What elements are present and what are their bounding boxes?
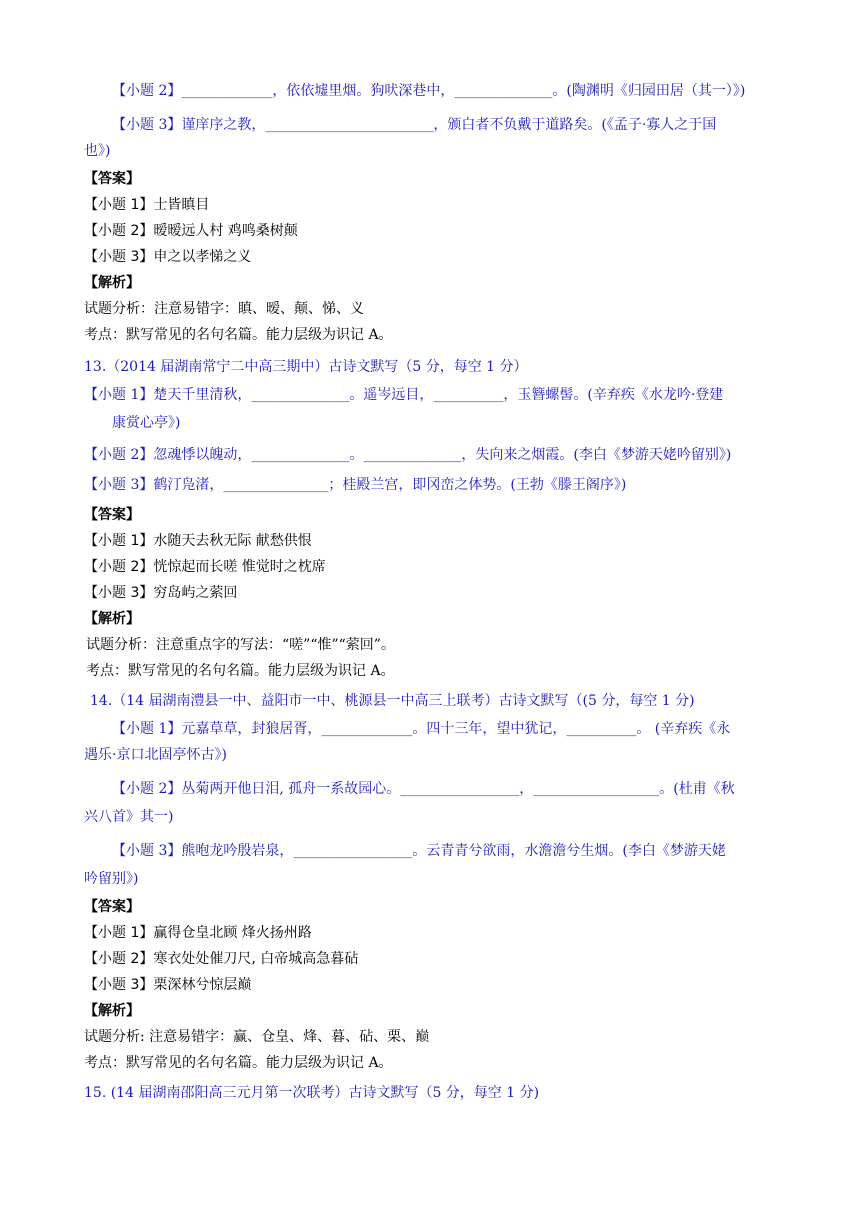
answer-heading: 【答案】 <box>84 171 140 187</box>
analysis-heading: 【解析】 <box>84 275 140 291</box>
q14-sub1: 【小题 1】元嘉草草，封狼居胥，_____________。四十三年，望中犹记，__________。 (辛弃疾《永 <box>112 721 731 737</box>
analysis-heading: 【解析】 <box>84 611 140 627</box>
q14-sub2-cont: 兴八首》其一) <box>84 809 174 825</box>
analysis-text: 试题分析：注意易错字：瞋、暧、颠、悌、义 <box>84 301 364 317</box>
q13-sub3: 【小题 3】鹤汀凫渚，_______________；桂殿兰宫，即冈峦之体势。(王勃《滕王阁序》) <box>84 477 627 493</box>
answer-line: 【小题 2】寒衣处处催刀尺, 白帝城高急暮砧 <box>84 951 359 967</box>
q14-sub2: 【小题 2】丛菊两开他日泪, 孤舟一系故园心。_________________，__________________。(杜甫《秋 <box>112 781 735 797</box>
analysis-heading: 【解析】 <box>84 1003 140 1019</box>
question-15-title: 15. (14 届湖南邵阳高三元月第一次联考）古诗文默写（5 分，每空 1 分) <box>84 1085 540 1101</box>
q13-sub2: 【小题 2】忽魂悸以魄动，______________。______________，失向来之烟霞。(李白《梦游天姥吟留别》) <box>84 447 732 463</box>
answer-line: 【小题 2】暧暧远人村 鸡鸣桑树颠 <box>84 223 298 239</box>
answer-heading: 【答案】 <box>84 899 140 915</box>
answer-line: 【小题 2】恍惊起而长嗟 惟觉时之枕席 <box>84 559 326 575</box>
analysis-text: 试题分析：注意重点字的写法：“嗟”“惟”“萦回”。 <box>86 637 395 653</box>
q14-sub3-cont: 吟留别》) <box>84 871 139 887</box>
kaodian-text: 考点：默写常见的名句名篇。能力层级为识记 A。 <box>86 663 395 679</box>
answer-line: 【小题 1】赢得仓皇北顾 烽火扬州路 <box>84 925 312 941</box>
kaodian-text: 考点：默写常见的名句名篇。能力层级为识记 A。 <box>84 1055 393 1071</box>
answer-line: 【小题 3】穷岛屿之萦回 <box>84 585 238 601</box>
answer-line: 【小题 3】栗深林兮惊层巅 <box>84 977 252 993</box>
analysis-text: 试题分析: 注意易错字：赢、仓皇、烽、暮、砧、栗、巅 <box>84 1029 430 1045</box>
answer-line: 【小题 1】士皆瞋目 <box>84 197 210 213</box>
q12-sub3-cont: 也》) <box>84 143 111 159</box>
question-13-title: 13.（2014 届湖南常宁二中高三期中）古诗文默写（5 分，每空 1 分） <box>84 359 528 375</box>
answer-heading: 【答案】 <box>84 507 140 523</box>
answer-line: 【小题 1】水随天去秋无际 献愁供恨 <box>84 533 312 549</box>
q12-sub2: 【小题 2】_____________，依依墟里烟。狗吠深巷中，______________。(陶渊明《归园田居（其一）》) <box>112 83 746 99</box>
kaodian-text: 考点：默写常见的名句名篇。能力层级为识记 A。 <box>84 327 393 343</box>
answer-line: 【小题 3】申之以孝悌之义 <box>84 249 252 265</box>
question-14-title: 14.（14 届湖南澧县一中、益阳市一中、桃源县一中高三上联考）古诗文默写（(5 分，每空 1 分) <box>90 693 695 709</box>
q14-sub3: 【小题 3】熊咆龙吟殷岩泉，_________________。云青青兮欲雨，水澹澹兮生烟。(李白《梦游天姥 <box>112 843 726 859</box>
q12-sub3: 【小题 3】谨庠序之教，________________________，颁白者不负戴于道路矣。(《孟子·寡人之于国 <box>112 117 717 133</box>
q13-sub1-cont: 康赏心亭》) <box>112 415 181 431</box>
q13-sub1: 【小题 1】楚天千里清秋，______________。遥岑远目，__________，玉簪螺髻。(辛弃疾《水龙吟·登建 <box>84 387 724 403</box>
q14-sub1-cont: 遇乐·京口北固亭怀古》) <box>84 747 227 763</box>
